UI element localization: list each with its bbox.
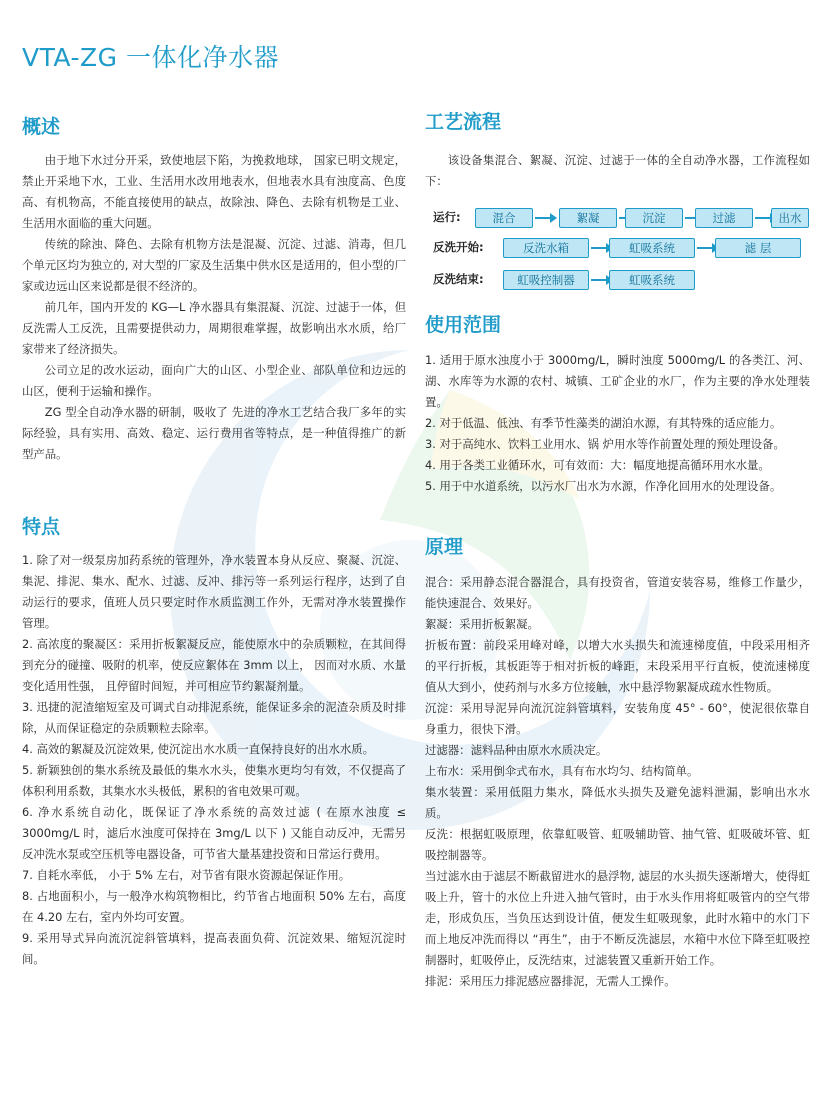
feature-item: 2. 高浓度的聚凝区：采用折板絮凝反应，能使原水中的杂质颗粒，在其间得到充分的碰撞、吸附的机率，使反应絮体在 3mm 以上， 因而对水质、水量变化适用性强， 且停留时间短，并可相应节约絮凝剂量。 bbox=[22, 637, 406, 693]
overview-paragraph: 公司立足的改水运动，面向广大的山区、小型企业、部队单位和边远的山区，便利于运输和操作。 bbox=[22, 363, 406, 398]
principle-section bbox=[425, 572, 810, 992]
principle-item: 集水装置：采用低阻力集水，降低水头损失及避免滤料泄漏，影响出水水质。 bbox=[425, 785, 810, 820]
scope-item: 5. 用于中水道系统，以污水厂出水为水源，作净化回用水的处理设备。 bbox=[425, 479, 782, 493]
flow-step: 沉淀 bbox=[625, 208, 683, 228]
flow-step: 絮凝 bbox=[559, 208, 617, 228]
principle-title: 原理 bbox=[425, 536, 464, 558]
process-flow bbox=[425, 208, 810, 308]
principle-item: 排泥：采用压力排泥感应器排泥，无需人工操作。 bbox=[425, 974, 676, 988]
overview-paragraph: 由于地下水过分开采，致使地层下陷，为挽救地球， 国家已明文规定，禁止开采地下水，工业、生活用水改用地表水，但地表水具有浊度高、色度高、有机物高，不能直接使用的缺点，故除浊、降色、去除有机物是工业、生活用水面临的重大问题。 bbox=[22, 153, 406, 230]
process-intro-block bbox=[425, 150, 810, 192]
flow-step: 混合 bbox=[475, 208, 533, 228]
feature-item: 4. 高效的絮凝及沉淀效果, 使沉淀出水水质一直保持良好的出水水质。 bbox=[22, 742, 375, 756]
arrow-icon bbox=[535, 217, 551, 219]
flow-step: 过滤 bbox=[695, 208, 753, 228]
feature-item: 6. 净水系统自动化，既保证了净水系统的高效过滤 ( 在原水浊度 ≤ 3000mg/L 时，滤后水浊度可保持在 3mg/L 以下 ) 又能自动反冲，无需另反冲洗水泵或空压机等电器设备，可节省大量基建投资和日常运行费用。 bbox=[22, 805, 406, 861]
principle-item: 混合：采用静态混合器混合，具有投资省，管道安装容易，维修工作量少，能快速混合、效果好。 bbox=[425, 575, 810, 610]
overview-section bbox=[22, 150, 406, 465]
features-section bbox=[22, 550, 406, 970]
feature-item: 8. 占地面积小，与一般净水构筑物相比，约节省占地面积 50% 左右，高度在 4.20 左右，室内外均可安置。 bbox=[22, 889, 406, 924]
arrow-icon bbox=[591, 247, 607, 249]
scope-item: 1. 适用于原水浊度小于 3000mg/L，瞬时浊度 5000mg/L 的各类江、河、湖、水库等为水源的农村、城镇、工矿企业的水厂，作为主要的净水处理装置。 bbox=[425, 353, 810, 409]
features-title: 特点 bbox=[22, 516, 61, 538]
principle-item: 当过滤水由于滤层不断截留进水的悬浮物, 滤层的水头损失逐渐增大，使得虹吸上升，管十的水位上升进入抽气管时，由于水头作用将虹吸管内的空气带走，形成负压，当负压达到设计值，便发生虹吸现象，此时水箱中的水门下而上地反冲洗而得以 “再生”，由于不断反洗滤层，水箱中水位下降至虹吸控制器时，虹吸停止，反洗结束，过滤装置又重新开始工作。 bbox=[425, 869, 810, 967]
flow-step: 虹吸控制器 bbox=[503, 270, 589, 290]
scope-title: 使用范围 bbox=[425, 314, 502, 336]
arrow-icon bbox=[697, 247, 713, 249]
flow-label: 反洗结束: bbox=[433, 272, 484, 286]
overview-title: 概述 bbox=[22, 116, 61, 138]
scope-item: 4. 用于各类工业循环水，可有效而：大：幅度地提高循环用水水量。 bbox=[425, 458, 770, 472]
flow-step: 反洗水箱 bbox=[503, 238, 589, 258]
arrow-icon bbox=[591, 279, 607, 281]
arrow-icon bbox=[755, 217, 771, 219]
overview-paragraph: ZG 型全自动净水器的研制，吸收了 先进的净水工艺结合我厂多年的实际经验，具有实用、高效、稳定、运行费用省等特点，是一种值得推广的新型产品。 bbox=[22, 405, 406, 461]
process-intro: 该设备集混合、絮凝、沉淀、过滤于一体的全自动净水器，工作流程如下： bbox=[425, 153, 810, 188]
feature-item: 9. 采用导式异向流沉淀斜管填料，提高表面负荷、沉淀效果、缩短沉淀时间。 bbox=[22, 931, 406, 966]
flow-step: 出水 bbox=[771, 208, 809, 228]
principle-item: 絮凝：采用折板絮凝。 bbox=[425, 617, 539, 631]
flow-step: 滤 层 bbox=[715, 238, 801, 258]
principle-item: 反洗：根据虹吸原理，依靠虹吸管、虹吸辅助管、抽气管、虹吸破坏管、虹吸控制器等。 bbox=[425, 827, 810, 862]
flow-label: 运行: bbox=[433, 210, 461, 224]
feature-item: 7. 自耗水率低， 小于 5% 左右，对节省有限水资源起保证作用。 bbox=[22, 868, 351, 882]
flow-step: 虹吸系统 bbox=[609, 238, 695, 258]
feature-item: 1. 除了对一级泵房加药系统的管理外，净水装置本身从反应、聚凝、沉淀、集泥、排泥、集水、配水、过滤、反冲、排污等一系列运行程序，达到了自动运行的要求，值班人员只要定时作水质监测工作外，无需对净水装置操作管理。 bbox=[22, 553, 406, 630]
feature-item: 5. 新颖独创的集水系统及最低的集水水头，使集水更均匀有效，不仅提高了体积利用系数，其集水水头极低，累积的省电效果可观。 bbox=[22, 763, 406, 798]
process-title: 工艺流程 bbox=[425, 111, 502, 133]
principle-item: 折板布置：前段采用峰对峰，以增大水头损失和流速梯度值，中段采用相齐的平行折板，其板距等于相对折板的峰距，末段采用平行直板，使流速梯度值从大到小，使药剂与水多方位接触，水中悬浮物絮凝成疏水性物质。 bbox=[425, 638, 810, 694]
scope-item: 2. 对于低温、低浊、有季节性藻类的湖泊水源，有其特殊的适应能力。 bbox=[425, 416, 782, 430]
principle-item: 上布水：采用倒伞式布水，具有布水均匀、结构简单。 bbox=[425, 764, 699, 778]
scope-item: 3. 对于高纯水、饮料工业用水、锅 炉用水等作前置处理的预处理设备。 bbox=[425, 437, 785, 451]
flow-step: 虹吸系统 bbox=[609, 270, 695, 290]
flow-label: 反洗开始: bbox=[433, 240, 484, 254]
scope-section bbox=[425, 350, 810, 497]
feature-item: 3. 迅捷的泥渣缩短室及可调式自动排泥系统，能保证多余的泥渣杂质及时排除，从而保证稳定的杂质颗粒去除率。 bbox=[22, 700, 406, 735]
principle-item: 沉淀：采用导泥异向流沉淀斜管填料，安装角度 45° - 60°，使泥很依靠自身重力，很快下滑。 bbox=[425, 701, 810, 736]
overview-paragraph: 前几年，国内开发的 KG—L 净水器具有集混凝、沉淀、过滤于一体，但反洗需人工反洗，且需要提供动力，周期很难掌握，故影响出水水质，给厂家带来了经济损失。 bbox=[22, 300, 406, 356]
principle-item: 过滤器：滤料品种由原水水质决定。 bbox=[425, 743, 608, 757]
overview-paragraph: 传统的除浊、降色、去除有机物方法是混凝、沉淀、过滤、消毒，但几个单元区均为独立的, 对大型的厂家及生活集中供水区是适用的，但小型的厂家或边远山区来说都是很不经济的。 bbox=[22, 237, 406, 293]
page-title: VTA-ZG 一体化净水器 bbox=[22, 43, 279, 72]
